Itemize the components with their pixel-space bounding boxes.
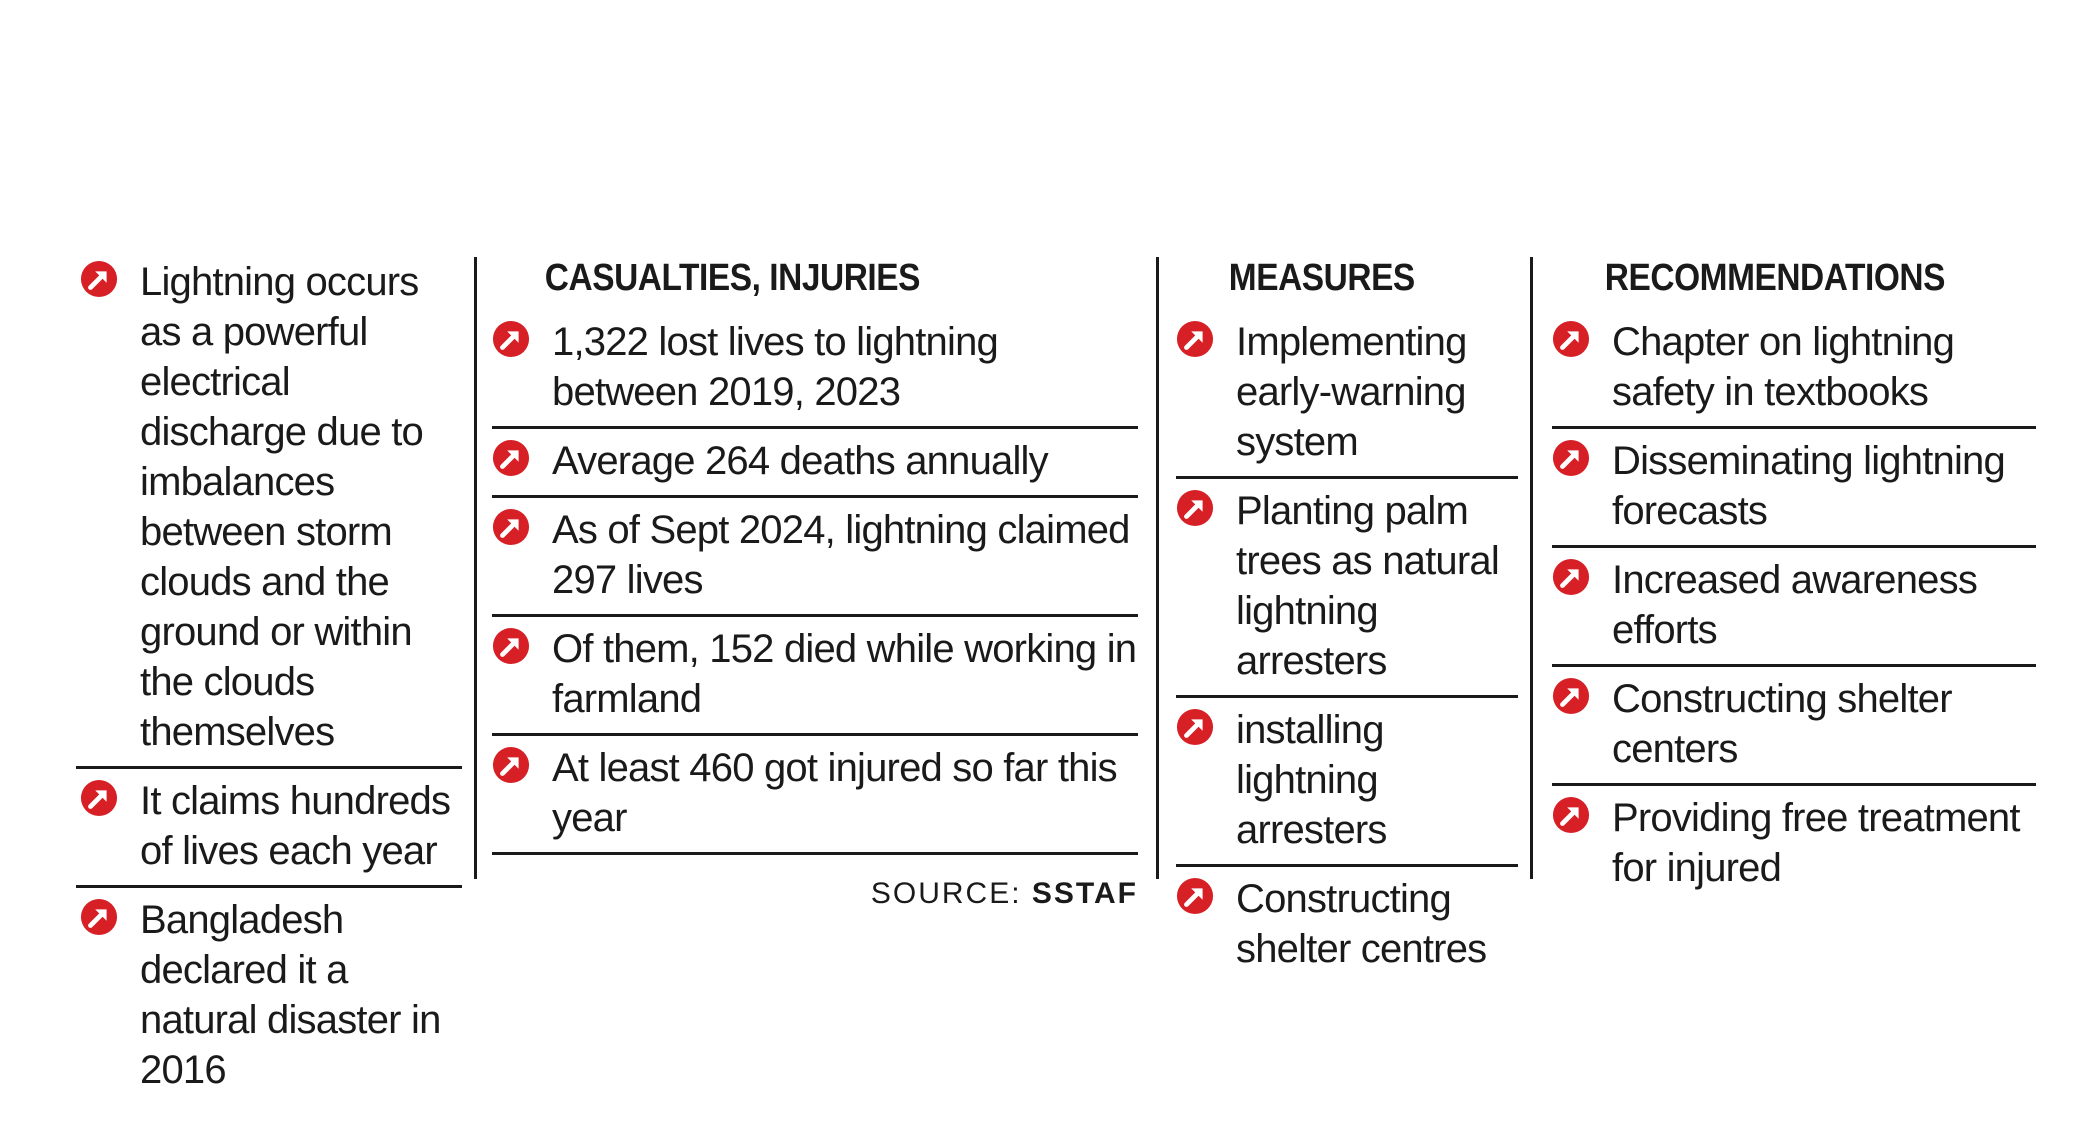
item-text: It claims hundreds of lives each year [140, 779, 451, 873]
list-item [76, 769, 462, 888]
item-text: Disseminating lightning forecasts [1612, 439, 2005, 533]
item-text: Providing free treatment for injured [1612, 796, 2020, 890]
item-text: At least 460 got injured so far this year [552, 746, 1117, 840]
red-arrow-bullet-icon [492, 746, 530, 784]
red-arrow-bullet-icon [492, 508, 530, 546]
red-arrow-bullet-icon [1176, 877, 1214, 915]
recommendations-heading: RECOMMENDATIONS [1604, 257, 1945, 299]
list-item [76, 250, 462, 769]
item-text: Constructing shelter centres [1236, 877, 1487, 971]
list-item [76, 888, 462, 1104]
red-arrow-bullet-icon [80, 260, 118, 298]
list-item [492, 310, 1138, 429]
list-item [492, 498, 1138, 617]
item-text: Bangladesh declared it a natural disaster in 2016 [140, 898, 441, 1092]
red-arrow-bullet-icon [492, 627, 530, 665]
column-divider [1156, 257, 1159, 879]
source-credit [492, 877, 1138, 911]
item-text: installing lightning arresters [1236, 708, 1387, 852]
red-arrow-bullet-icon [80, 898, 118, 936]
item-text: Implementing early-warning system [1236, 320, 1467, 464]
item-text: Average 264 deaths annually [552, 439, 1048, 483]
red-arrow-bullet-icon [1552, 796, 1590, 834]
red-arrow-bullet-icon [1552, 558, 1590, 596]
column-divider [474, 257, 477, 879]
list-item [1552, 786, 2036, 902]
source-name: SSTAF [1031, 877, 1138, 910]
item-text: Lightning occurs as a powerful electrical discharge due to imbalances between storm clouds and the ground or within the clouds themselves [140, 260, 423, 754]
casualties-column [492, 250, 1138, 911]
red-arrow-bullet-icon [1552, 439, 1590, 477]
red-arrow-bullet-icon [1552, 677, 1590, 715]
item-text: As of Sept 2024, lightning claimed 297 lives [552, 508, 1130, 602]
list-item [1552, 429, 2036, 548]
red-arrow-bullet-icon [1552, 320, 1590, 358]
list-item [1176, 310, 1518, 479]
red-arrow-bullet-icon [1176, 489, 1214, 527]
column-divider [1530, 257, 1533, 879]
source-label: SOURCE: [870, 877, 1022, 910]
list-item [1176, 867, 1518, 983]
measures-heading: MEASURES [1228, 257, 1415, 299]
list-item [492, 736, 1138, 855]
list-item [1552, 310, 2036, 429]
list-item [1552, 667, 2036, 786]
list-item [1552, 548, 2036, 667]
red-arrow-bullet-icon [492, 320, 530, 358]
item-text: Of them, 152 died while working in farmland [552, 627, 1137, 721]
item-text: Chapter on lightning safety in textbooks [1612, 320, 1955, 414]
list-item [492, 429, 1138, 498]
item-text: Increased awareness efforts [1612, 558, 1978, 652]
item-text: Planting palm trees as natural lightning arresters [1236, 489, 1499, 683]
intro-column [76, 250, 462, 1104]
list-item [492, 617, 1138, 736]
recommendations-column [1552, 250, 2036, 902]
list-item [1176, 698, 1518, 867]
red-arrow-bullet-icon [492, 439, 530, 477]
list-item [1176, 479, 1518, 698]
item-text: Constructing shelter centers [1612, 677, 1952, 771]
casualties-heading: CASUALTIES, INJURIES [544, 257, 920, 299]
red-arrow-bullet-icon [80, 779, 118, 817]
red-arrow-bullet-icon [1176, 708, 1214, 746]
measures-column [1176, 250, 1518, 983]
item-text: 1,322 lost lives to lightning between 2019, 2023 [552, 320, 998, 414]
red-arrow-bullet-icon [1176, 320, 1214, 358]
